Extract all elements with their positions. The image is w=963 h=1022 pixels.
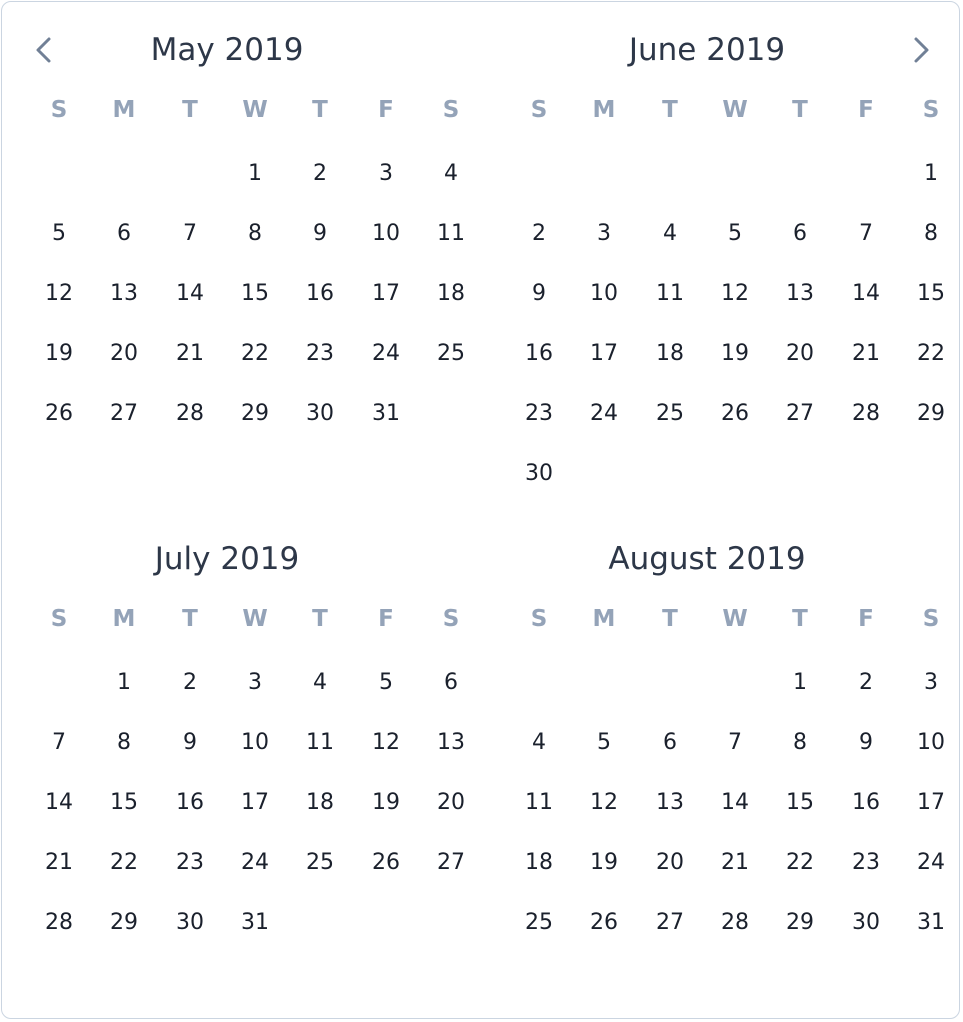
day-cell[interactable]: 13 [786, 281, 814, 306]
day-cell[interactable]: 8 [793, 730, 807, 755]
weekday-label: T [312, 97, 328, 123]
month-title: May 2019 [150, 32, 304, 68]
day-cell[interactable]: 24 [590, 401, 618, 426]
day-cell[interactable]: 20 [437, 790, 465, 815]
day-cell[interactable]: 2 [859, 670, 873, 695]
day-cell[interactable]: 31 [241, 910, 269, 935]
day-cell[interactable]: 29 [786, 910, 814, 935]
day-cell[interactable]: 4 [444, 161, 458, 186]
day-cell[interactable]: 16 [176, 790, 204, 815]
day-cell[interactable]: 24 [241, 850, 269, 875]
day-cell[interactable]: 21 [721, 850, 749, 875]
weekday-label: T [792, 606, 808, 632]
day-cell[interactable]: 21 [176, 341, 204, 366]
weekday-label: W [722, 606, 748, 632]
weekday-label: T [182, 97, 198, 123]
day-cell[interactable]: 1 [248, 161, 262, 186]
day-cell[interactable]: 2 [183, 670, 197, 695]
day-cell[interactable]: 1 [924, 161, 938, 186]
day-cell[interactable]: 7 [728, 730, 742, 755]
day-cell[interactable]: 18 [525, 850, 553, 875]
month-title: June 2019 [628, 32, 786, 68]
day-cell[interactable]: 25 [306, 850, 334, 875]
day-cell[interactable]: 16 [852, 790, 880, 815]
day-cell[interactable]: 17 [372, 281, 400, 306]
weekday-label: W [242, 97, 268, 123]
day-cell[interactable]: 30 [852, 910, 880, 935]
day-cell[interactable]: 3 [597, 221, 611, 246]
day-cell[interactable]: 22 [241, 341, 269, 366]
day-cell[interactable]: 19 [590, 850, 618, 875]
day-cell[interactable]: 25 [656, 401, 684, 426]
weekday-label: S [922, 97, 940, 123]
day-cell[interactable]: 7 [859, 221, 873, 246]
weekday-label: F [378, 606, 394, 632]
day-cell[interactable]: 23 [176, 850, 204, 875]
calendar-panel [1, 1, 960, 1019]
chevron-left-icon [34, 36, 52, 64]
day-cell[interactable]: 29 [110, 910, 138, 935]
weekday-label: M [112, 97, 136, 123]
day-cell[interactable]: 30 [176, 910, 204, 935]
day-cell[interactable]: 25 [525, 910, 553, 935]
day-cell[interactable]: 29 [917, 401, 945, 426]
day-cell[interactable]: 15 [917, 281, 945, 306]
day-cell[interactable]: 10 [241, 730, 269, 755]
day-cell[interactable]: 27 [437, 850, 465, 875]
day-cell[interactable]: 9 [532, 281, 546, 306]
day-cell[interactable]: 8 [117, 730, 131, 755]
day-cell[interactable]: 24 [917, 850, 945, 875]
day-cell[interactable]: 20 [110, 341, 138, 366]
weekday-label: T [182, 606, 198, 632]
day-cell[interactable]: 3 [379, 161, 393, 186]
day-cell[interactable]: 22 [917, 341, 945, 366]
month-title: July 2019 [154, 541, 300, 577]
day-cell[interactable]: 6 [793, 221, 807, 246]
weekday-label: M [112, 606, 136, 632]
day-cell[interactable]: 18 [437, 281, 465, 306]
day-cell[interactable]: 21 [852, 341, 880, 366]
weekday-label: S [442, 97, 460, 123]
day-cell[interactable]: 30 [306, 401, 334, 426]
day-cell[interactable]: 18 [306, 790, 334, 815]
day-cell[interactable]: 13 [437, 730, 465, 755]
day-cell[interactable]: 23 [306, 341, 334, 366]
day-cell[interactable]: 22 [110, 850, 138, 875]
day-cell[interactable]: 11 [306, 730, 334, 755]
day-cell[interactable]: 26 [590, 910, 618, 935]
weekday-label: F [378, 97, 394, 123]
day-cell[interactable]: 21 [45, 850, 73, 875]
day-cell[interactable]: 7 [52, 730, 66, 755]
day-cell[interactable]: 17 [590, 341, 618, 366]
day-cell[interactable]: 5 [379, 670, 393, 695]
weekday-label: W [242, 606, 268, 632]
day-cell[interactable]: 18 [656, 341, 684, 366]
weekday-label: T [662, 97, 678, 123]
weekday-label: S [530, 97, 548, 123]
day-cell[interactable]: 27 [786, 401, 814, 426]
weekday-label: M [592, 97, 616, 123]
prev-month-button[interactable] [28, 30, 58, 70]
day-cell[interactable]: 11 [437, 221, 465, 246]
day-cell[interactable]: 30 [525, 461, 553, 486]
day-cell[interactable]: 19 [372, 790, 400, 815]
day-cell[interactable]: 14 [45, 790, 73, 815]
weekday-label: M [592, 606, 616, 632]
day-cell[interactable]: 9 [313, 221, 327, 246]
day-cell[interactable]: 25 [437, 341, 465, 366]
day-cell[interactable]: 5 [728, 221, 742, 246]
day-cell[interactable]: 28 [45, 910, 73, 935]
day-cell[interactable]: 10 [917, 730, 945, 755]
day-cell[interactable]: 23 [852, 850, 880, 875]
weekday-label: S [50, 606, 68, 632]
day-cell[interactable]: 4 [313, 670, 327, 695]
day-cell[interactable]: 5 [52, 221, 66, 246]
day-cell[interactable]: 12 [721, 281, 749, 306]
day-cell[interactable]: 16 [525, 341, 553, 366]
day-cell[interactable]: 28 [721, 910, 749, 935]
day-cell[interactable]: 15 [241, 281, 269, 306]
day-cell[interactable]: 22 [786, 850, 814, 875]
day-cell[interactable]: 20 [656, 850, 684, 875]
day-cell[interactable]: 2 [532, 221, 546, 246]
day-cell[interactable]: 24 [372, 341, 400, 366]
day-cell[interactable]: 1 [793, 670, 807, 695]
day-cell[interactable]: 3 [248, 670, 262, 695]
chevron-right-icon [913, 36, 931, 64]
day-cell[interactable]: 2 [313, 161, 327, 186]
month-title: August 2019 [608, 541, 806, 577]
day-cell[interactable]: 12 [590, 790, 618, 815]
day-cell[interactable]: 28 [852, 401, 880, 426]
day-cell[interactable]: 1 [117, 670, 131, 695]
day-cell[interactable]: 26 [721, 401, 749, 426]
weekday-label: F [858, 606, 874, 632]
weekday-label: W [722, 97, 748, 123]
day-cell[interactable]: 14 [721, 790, 749, 815]
weekday-label: S [50, 97, 68, 123]
day-cell[interactable]: 9 [859, 730, 873, 755]
day-cell[interactable]: 31 [917, 910, 945, 935]
day-cell[interactable]: 19 [45, 341, 73, 366]
day-cell[interactable]: 15 [786, 790, 814, 815]
day-cell[interactable]: 13 [110, 281, 138, 306]
day-cell[interactable]: 28 [176, 401, 204, 426]
day-cell[interactable]: 14 [176, 281, 204, 306]
day-cell[interactable]: 9 [183, 730, 197, 755]
weekday-label: F [858, 97, 874, 123]
day-cell[interactable]: 29 [241, 401, 269, 426]
day-cell[interactable]: 13 [656, 790, 684, 815]
day-cell[interactable]: 26 [372, 850, 400, 875]
day-cell[interactable]: 16 [306, 281, 334, 306]
weekday-label: S [530, 606, 548, 632]
day-cell[interactable]: 12 [372, 730, 400, 755]
day-cell[interactable]: 6 [444, 670, 458, 695]
day-cell[interactable]: 6 [663, 730, 677, 755]
day-cell[interactable]: 5 [597, 730, 611, 755]
day-cell[interactable]: 31 [372, 401, 400, 426]
day-cell[interactable]: 20 [786, 341, 814, 366]
day-cell[interactable]: 10 [372, 221, 400, 246]
day-cell[interactable]: 23 [525, 401, 553, 426]
day-cell[interactable]: 14 [852, 281, 880, 306]
day-cell[interactable]: 12 [45, 281, 73, 306]
day-cell[interactable]: 19 [721, 341, 749, 366]
day-cell[interactable]: 26 [45, 401, 73, 426]
day-cell[interactable]: 8 [924, 221, 938, 246]
day-cell[interactable]: 8 [248, 221, 262, 246]
weekday-label: T [792, 97, 808, 123]
day-cell[interactable]: 27 [110, 401, 138, 426]
day-cell[interactable]: 15 [110, 790, 138, 815]
next-month-button[interactable] [907, 30, 937, 70]
weekday-label: S [922, 606, 940, 632]
day-cell[interactable]: 6 [117, 221, 131, 246]
day-cell[interactable]: 10 [590, 281, 618, 306]
day-cell[interactable]: 11 [656, 281, 684, 306]
weekday-label: T [312, 606, 328, 632]
day-cell[interactable]: 4 [663, 221, 677, 246]
day-cell[interactable]: 17 [917, 790, 945, 815]
day-cell[interactable]: 4 [532, 730, 546, 755]
weekday-label: S [442, 606, 460, 632]
weekday-label: T [662, 606, 678, 632]
day-cell[interactable]: 3 [924, 670, 938, 695]
day-cell[interactable]: 11 [525, 790, 553, 815]
day-cell[interactable]: 7 [183, 221, 197, 246]
day-cell[interactable]: 27 [656, 910, 684, 935]
day-cell[interactable]: 17 [241, 790, 269, 815]
